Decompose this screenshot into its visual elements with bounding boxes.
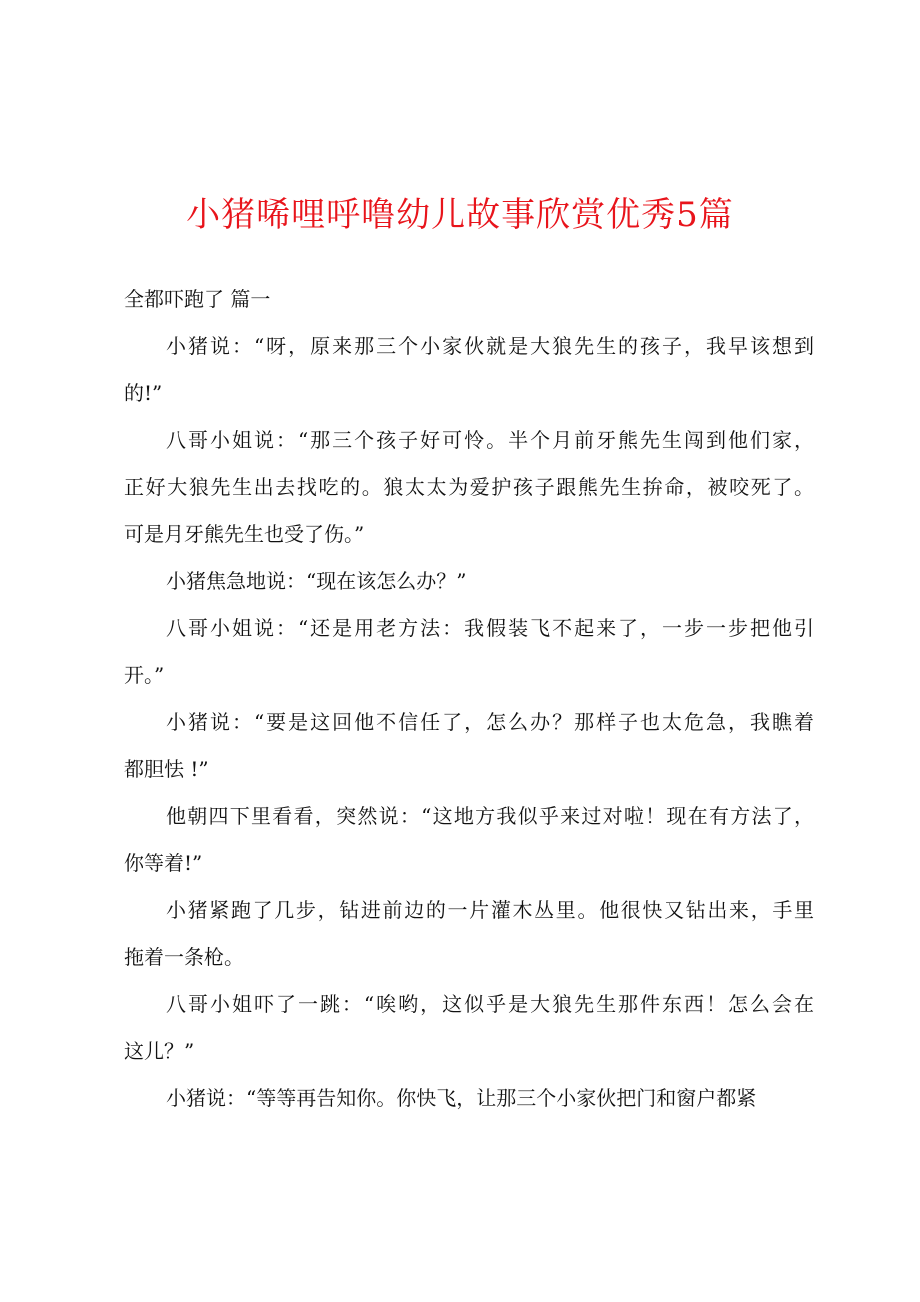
paragraph xyxy=(124,887,814,981)
paragraph-line: 八哥小姐说：“那三个孩子好可怜。半个月前牙熊先生闯到他们家， xyxy=(166,428,814,452)
document-body xyxy=(124,276,814,1122)
paragraph xyxy=(124,323,814,417)
paragraph-line: 的!” xyxy=(124,381,163,405)
paragraph-line: 他朝四下里看看，突然说：“这地方我似乎来过对啦！现在有方法了， xyxy=(166,804,814,828)
paragraph xyxy=(124,981,814,1075)
paragraph xyxy=(124,417,814,558)
paragraph-line: 开。” xyxy=(124,663,165,687)
paragraph-line: 都胆怯 !” xyxy=(124,757,209,781)
paragraph xyxy=(124,558,814,605)
paragraph-line: 正好大狼先生出去找吃的。狼太太为爱护孩子跟熊先生拚命，被咬死了。 xyxy=(124,475,814,499)
paragraph xyxy=(124,605,814,699)
paragraph-line: 小猪紧跑了几步，钻进前边的一片灌木丛里。他很快又钻出来，手里 xyxy=(166,898,814,922)
paragraph-line: 小猪说：“要是这回他不信任了，怎么办？那样子也太危急，我瞧着 xyxy=(166,710,814,734)
section-heading: 全都吓跑了 篇一 xyxy=(124,287,271,311)
paragraph xyxy=(124,1075,814,1122)
paragraph-line: 八哥小姐说：“还是用老方法：我假装飞不起来了，一步一步把他引 xyxy=(166,616,814,640)
paragraph-line: 小猪说：“等等再告知你。你快飞，让那三个小家伙把门和窗户都紧 xyxy=(166,1086,757,1110)
paragraph-line: 八哥小姐吓了一跳：“唉哟，这似乎是大狼先生那件东西！怎么会在 xyxy=(166,992,814,1016)
paragraph xyxy=(124,699,814,793)
paragraph-line: 你等着!” xyxy=(124,851,203,875)
document-title: 小猪唏哩呼噜幼儿故事欣赏优秀5篇 xyxy=(186,195,734,235)
paragraph-line: 可是月牙熊先生也受了伤。” xyxy=(124,522,365,546)
paragraph-line: 拖着一条枪。 xyxy=(124,945,244,969)
paragraph xyxy=(124,793,814,887)
paragraph-line: 小猪说：“呀，原来那三个小家伙就是大狼先生的孩子，我早该想到 xyxy=(166,334,814,358)
paragraph-line: 小猪焦急地说：“现在该怎么办？” xyxy=(166,569,467,593)
paragraph-line: 这儿？” xyxy=(124,1039,195,1063)
